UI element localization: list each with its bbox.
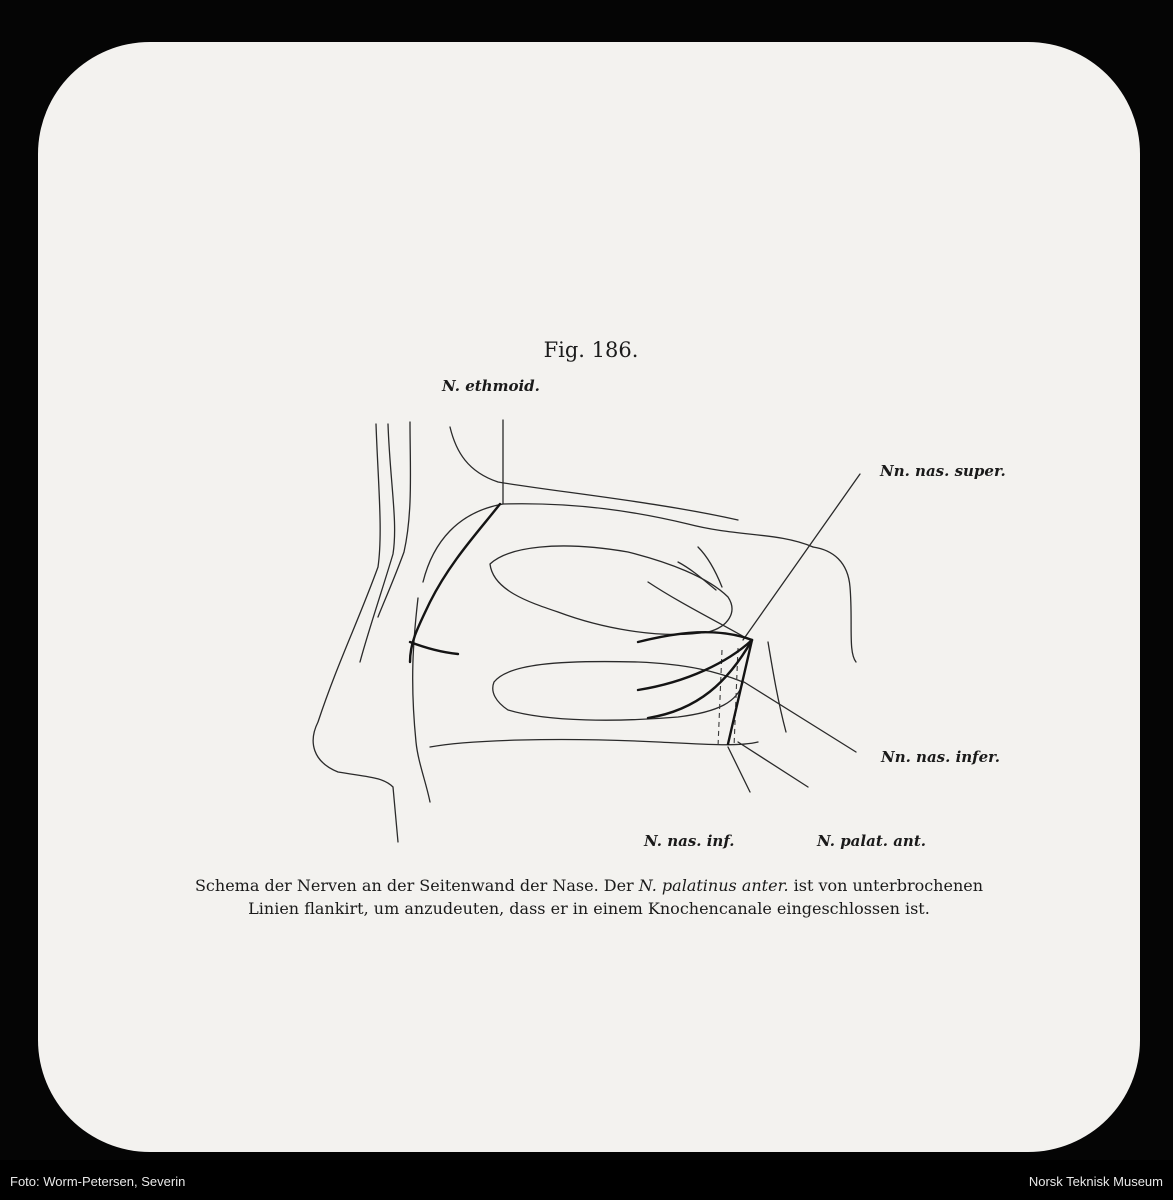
nn-nas-super-line <box>743 474 860 640</box>
label-n-palat-ant: N. palat. ant. <box>817 832 926 850</box>
nasal-nerve-diagram <box>38 42 1140 1152</box>
lantern-slide <box>38 42 1140 1152</box>
caption-line-1-pre: Schema der Nerven an der Seitenwand der Nase. Der <box>194 876 639 895</box>
nasal-floor <box>430 740 758 747</box>
figure-caption <box>38 874 1140 920</box>
figure-title: Fig. 186. <box>543 338 639 362</box>
caption-line-1-italic: N. palatinus anter. <box>638 876 789 895</box>
nose-profile-outer <box>313 424 398 842</box>
photo-credit: Foto: Worm-Petersen, Severin <box>10 1174 186 1189</box>
label-n-nas-inf: N. nas. inf. <box>644 832 735 850</box>
caption-line-1 <box>38 874 1140 897</box>
institution-name: Norsk Teknisk Museum <box>1028 1174 1163 1189</box>
label-nn-nas-super: Nn. nas. super. <box>880 462 1006 480</box>
nn-nas-infer-line <box>744 682 856 752</box>
caption-line-1-post: ist von unterbrochenen <box>788 876 984 895</box>
footer-bar <box>0 1160 1173 1200</box>
ethmoid-nerve <box>410 504 500 662</box>
caption-line-2: Linien flankirt, um anzudeuten, dass er in einem Knochencanale eingeschlossen ist. <box>248 899 930 918</box>
n-nas-inf-line <box>728 747 750 792</box>
anterior-nerve-branch <box>410 642 458 654</box>
sphenoid-contour <box>813 547 856 662</box>
label-n-ethmoid: N. ethmoid. <box>442 377 540 395</box>
label-nn-nas-infer: Nn. nas. infer. <box>881 748 1000 766</box>
n-palat-ant-line <box>738 742 808 787</box>
upper-turbinate <box>490 546 732 634</box>
anterior-contour <box>413 598 430 802</box>
nasal-roof <box>423 504 813 582</box>
